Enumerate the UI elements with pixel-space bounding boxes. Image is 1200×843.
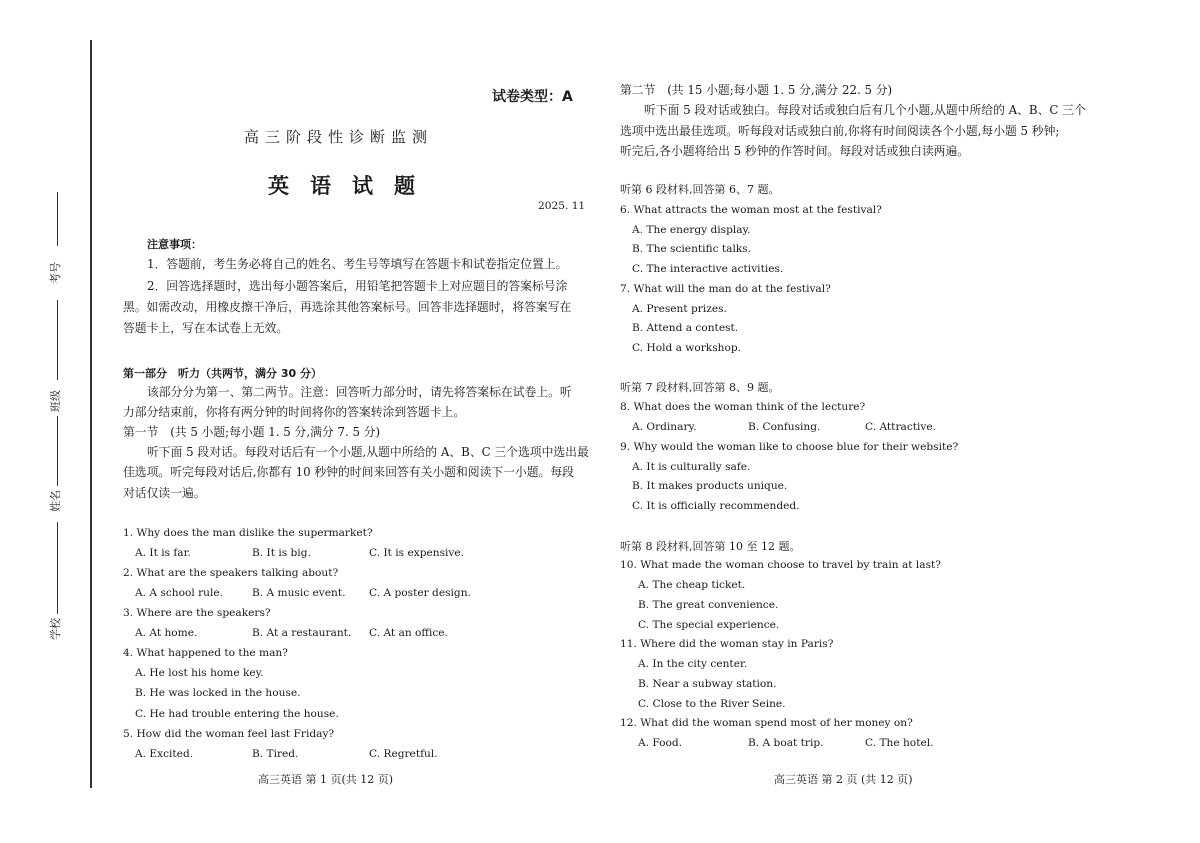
section1-intro: 听下面 5 段对话。每段对话后有一个小题,从题中所给的 A、B、C 三个选项中选出最 [147, 445, 589, 459]
binding-label-school: 学校 [49, 618, 62, 640]
question-2: 2. What are the speakers talking about? [123, 567, 339, 579]
question-6: 6. What attracts the woman most at the festival? [620, 204, 882, 216]
q4-option-c: C. He had trouble entering the house. [135, 708, 339, 720]
binding-underline [57, 416, 58, 486]
part1-intro-cont: 力部分结束前，你将有两分钟的时间将你的答案转涂到答题卡上。 [123, 405, 466, 419]
section1-title: 第一节 (共 5 小题;每小题 1. 5 分,满分 7. 5 分) [123, 425, 381, 439]
notice-item-2: 2．回答选择题时，选出每小题答案后，用铅笔把答题卡上对应题目的答案标号涂 [147, 279, 568, 293]
page-footer-1: 高三英语 第 1 页(共 12 页) [258, 773, 394, 786]
q11-option-b: B. Near a subway station. [638, 678, 777, 690]
question-7: 7. What will the man do at the festival? [620, 283, 831, 295]
q6-option-c: C. The interactive activities. [632, 263, 784, 275]
material-6-heading: 听第 6 段材料,回答第 6、7 题。 [620, 183, 780, 196]
part1-title: 第一部分 听力（共两节，满分 30 分） [123, 367, 322, 380]
binding-underline [57, 192, 58, 246]
q4-option-a: A. He lost his home key. [135, 667, 264, 679]
q2-option-c: C. A poster design. [369, 587, 471, 599]
material-8-heading: 听第 8 段材料,回答第 10 至 12 题。 [620, 540, 801, 553]
binding-label-class: 班级 [49, 390, 62, 412]
section2-intro: 听下面 5 段对话或独白。每段对话或独白后有几个小题,从题中所给的 A、B、C 三个 [644, 103, 1086, 117]
question-5: 5. How did the woman feel last Friday? [123, 728, 335, 740]
binding-margin-line [90, 40, 92, 788]
question-11: 11. Where did the woman stay in Paris? [620, 638, 834, 650]
page-footer-2: 高三英语 第 2 页 (共 12 页) [774, 773, 913, 786]
q11-option-a: A. In the city center. [638, 658, 748, 670]
q7-option-c: C. Hold a workshop. [632, 342, 742, 354]
q8-option-c: C. Attractive. [865, 421, 937, 433]
q8-option-a: A. Ordinary. [632, 421, 697, 433]
notice-item-2-cont: 黑。如需改动，用橡皮擦干净后，再选涂其他答案标号。回答非选择题时，将答案写在 [123, 300, 572, 314]
q6-option-a: A. The energy display. [632, 224, 751, 236]
section2-title: 第二节 (共 15 小题;每小题 1. 5 分,满分 22. 5 分) [620, 83, 893, 97]
exam-date: 2025. 11 [538, 200, 586, 212]
exam-title: 英 语 试 题 [268, 174, 415, 198]
binding-underline [57, 300, 58, 380]
q5-option-a: A. Excited. [135, 748, 194, 760]
q10-option-a: A. The cheap ticket. [638, 579, 746, 591]
section1-intro-cont: 佳选项。听完每段对话后,你都有 10 秒钟的时间来回答有关小题和阅读下一小题。每段 [123, 465, 574, 479]
exam-subtitle: 高三阶段性诊断监测 [244, 128, 434, 146]
q10-option-c: C. The special experience. [638, 619, 780, 631]
q4-option-b: B. He was locked in the house. [135, 687, 301, 699]
q5-option-c: C. Regretful. [369, 748, 438, 760]
q9-option-b: B. It makes products unique. [632, 480, 788, 492]
q3-option-c: C. At an office. [369, 627, 448, 639]
question-12: 12. What did the woman spend most of her money on? [620, 717, 913, 729]
binding-label-exam-number: 考号 [49, 262, 62, 284]
q8-option-b: B. Confusing. [748, 421, 821, 433]
q12-option-c: C. The hotel. [865, 737, 934, 749]
notice-title: 注意事项： [147, 238, 202, 251]
binding-label-name: 姓名 [49, 490, 62, 512]
section2-intro-cont: 选项中选出最佳选项。听每段对话或独白前,你将有时间阅读各个小题,每小题 5 秒钟; [620, 124, 1060, 138]
section1-intro-cont: 对话仅读一遍。 [123, 486, 206, 500]
q12-option-b: B. A boat trip. [748, 737, 824, 749]
question-3: 3. Where are the speakers? [123, 607, 271, 619]
question-4: 4. What happened to the man? [123, 647, 288, 659]
part1-intro: 该部分分为第一、第二两节。注意：回答听力部分时，请先将答案标在试卷上。听 [147, 385, 572, 399]
q2-option-b: B. A music event. [252, 587, 346, 599]
q1-option-c: C. It is expensive. [369, 547, 465, 559]
q1-option-b: B. It is big. [252, 547, 311, 559]
section2-intro-cont: 听完后,各小题将给出 5 秒钟的作答时间。每段对话或独白读两遍。 [620, 144, 970, 158]
binding-underline [57, 522, 58, 614]
paper-type: 试卷类型：A [492, 89, 573, 105]
q9-option-c: C. It is officially recommended. [632, 500, 800, 512]
q11-option-c: C. Close to the River Seine. [638, 698, 786, 710]
q10-option-b: B. The great convenience. [638, 599, 779, 611]
q5-option-b: B. Tired. [252, 748, 299, 760]
question-9: 9. Why would the woman like to choose blue for their website? [620, 441, 959, 453]
q3-option-a: A. At home. [135, 627, 198, 639]
question-8: 8. What does the woman think of the lecture? [620, 401, 866, 413]
q6-option-b: B. The scientific talks. [632, 243, 752, 255]
q9-option-a: A. It is culturally safe. [632, 461, 751, 473]
question-10: 10. What made the woman choose to travel by train at last? [620, 559, 941, 571]
q1-option-a: A. It is far. [135, 547, 191, 559]
material-7-heading: 听第 7 段材料,回答第 8、9 题。 [620, 381, 780, 394]
notice-item-2-cont: 答题卡上，写在本试卷上无效。 [123, 321, 289, 335]
q7-option-a: A. Present prizes. [632, 303, 727, 315]
q2-option-a: A. A school rule. [135, 587, 224, 599]
q7-option-b: B. Attend a contest. [632, 322, 739, 334]
notice-item-1: 1．答题前，考生务必将自己的姓名、考生号等填写在答题卡和试卷指定位置上。 [147, 257, 568, 271]
question-1: 1. Why does the man dislike the supermarket? [123, 527, 373, 539]
q3-option-b: B. At a restaurant. [252, 627, 352, 639]
q12-option-a: A. Food. [638, 737, 683, 749]
